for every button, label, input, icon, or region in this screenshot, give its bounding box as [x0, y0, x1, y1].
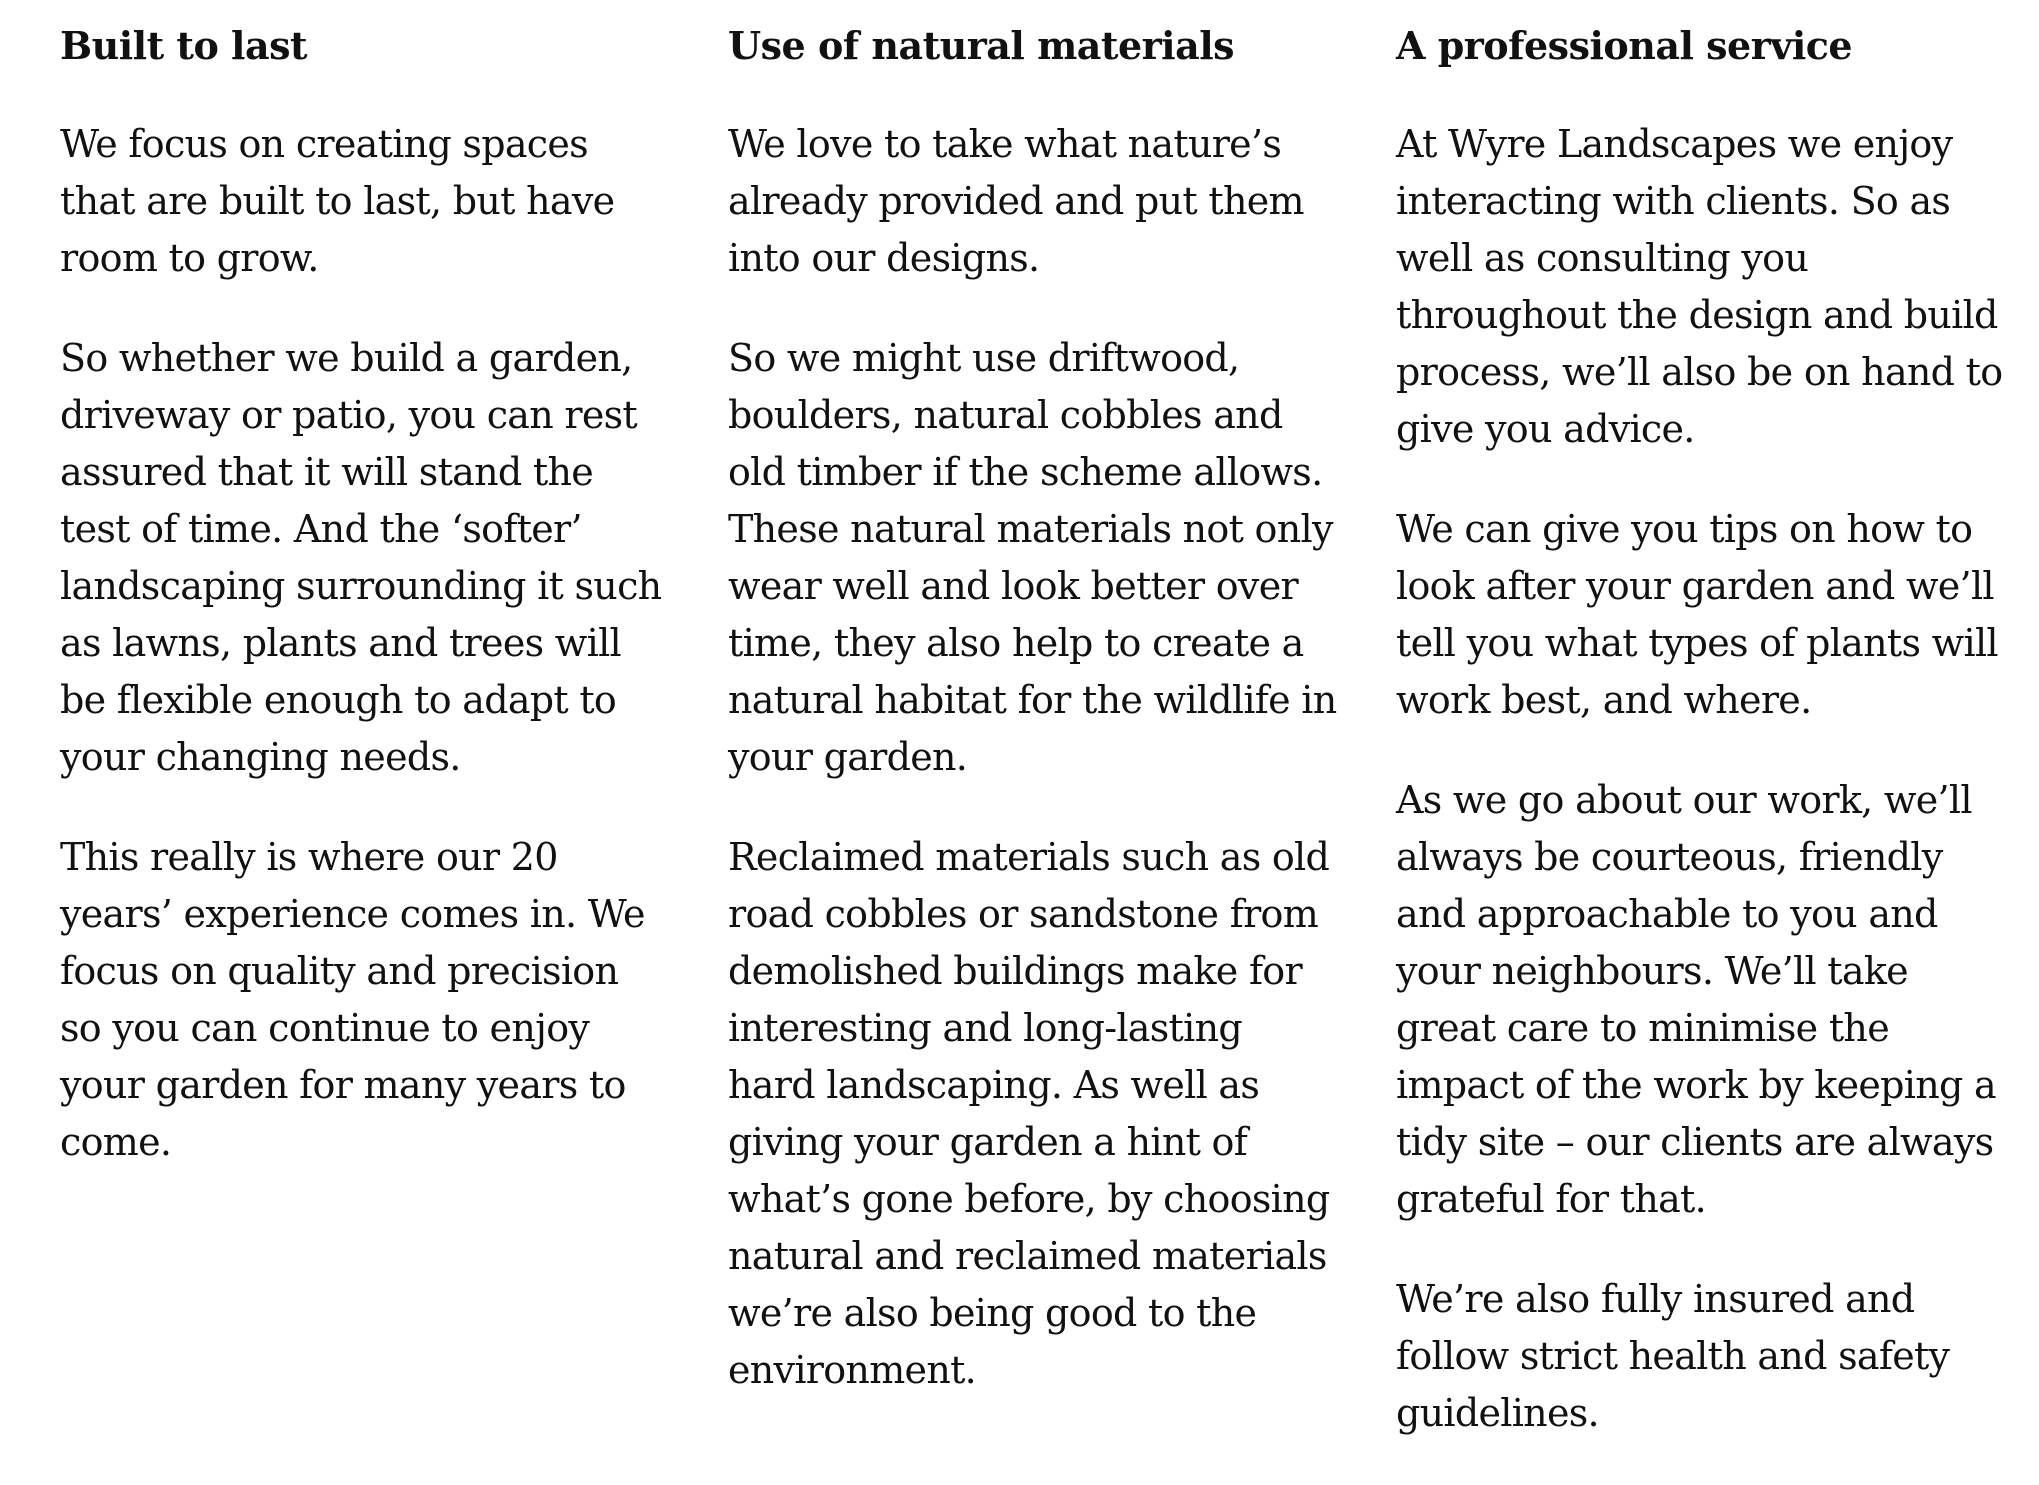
column-paragraph: As we go about our work, we’ll always be courteous, friendly and approachable to you and your neighbours. We’ll take great care to minimise the impact of the work by keeping a tidy site – our clients are always grateful for that.	[1396, 778, 1996, 1221]
column-natural-materials	[728, 22, 1338, 1442]
column-paragraph: So we might use driftwood, boulders, natural cobbles and old timber if the scheme allows. These natural materials not only wear well and look better over time, they also help to create a natural habitat for the wildlife in your garden.	[728, 336, 1337, 779]
column-paragraph: We focus on creating spaces that are built to last, but have room to grow.	[60, 122, 615, 280]
column-heading: Built to last	[60, 23, 308, 68]
column-paragraph: Reclaimed materials such as old road cobbles or sandstone from demolished buildings make for interesting and long-lasting hard landscaping. As well as giving your garden a hint of what’s gone before, by choosing natural and reclaimed materials we’re also being good to the environment.	[728, 835, 1330, 1392]
column-heading: A professional service	[1396, 23, 1853, 68]
column-built-to-last	[60, 22, 670, 1214]
column-professional-service	[1396, 22, 2006, 1485]
column-paragraph: We love to take what nature’s already provided and put them into our designs.	[728, 122, 1304, 280]
column-paragraph: At Wyre Landscapes we enjoy interacting with clients. So as well as consulting you throughout the design and build process, we’ll also be on hand to give you advice.	[1396, 122, 2003, 451]
column-paragraph: We’re also fully insured and follow strict health and safety guidelines.	[1396, 1277, 1950, 1435]
column-paragraph: We can give you tips on how to look after your garden and we’ll tell you what types of plants will work best, and where.	[1396, 507, 1998, 722]
column-heading: Use of natural materials	[728, 23, 1235, 68]
column-paragraph: This really is where our 20 years’ experience comes in. We focus on quality and precision so you can continue to enjoy your garden for many years to come.	[60, 835, 645, 1164]
column-paragraph: So whether we build a garden, driveway or patio, you can rest assured that it will stand the test of time. And the ‘softer’ landscaping surrounding it such as lawns, plants and trees will be flexible enough to adapt to your changing needs.	[60, 336, 662, 779]
